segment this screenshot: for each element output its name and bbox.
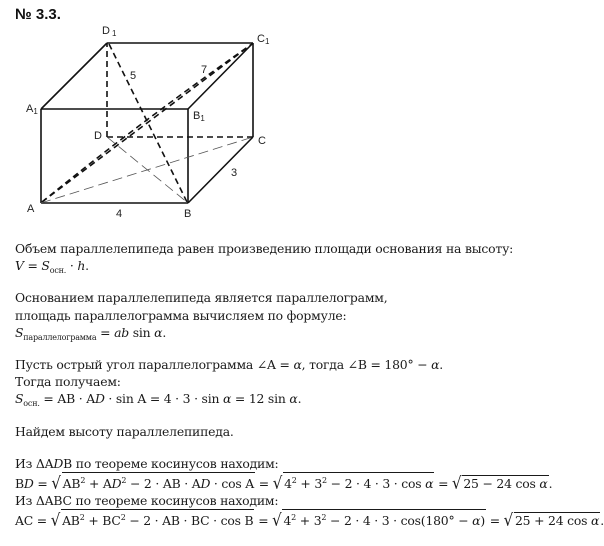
vertex-label-D1 [102,25,117,38]
formula-part: h [77,258,86,274]
radical-sign-icon: √ [272,472,283,493]
square-root [452,472,549,493]
text-part: D [53,455,64,471]
formula-part: + 3 [296,513,322,529]
radical-sign-icon: √ [51,472,61,493]
formula-part: S [15,391,24,407]
problem-number: № 3.3. [15,6,61,23]
formula-part: 25 + 24 cos [515,513,592,529]
formula-part: AB [62,475,81,491]
text-part: Пусть острый угол параллелограмма ∠A = [15,356,294,372]
formula-exponent: 2 [121,475,127,485]
edge-A1D1 [41,43,107,109]
text-part: . [439,356,444,372]
vertex-letter: D [102,25,110,37]
vertex-label-B: B [184,208,192,220]
vertex-label-A1 [26,103,38,116]
formula-part: = [255,475,273,491]
solution-text [15,240,604,531]
edge-B1C1 [188,43,253,109]
find-height-statement: Найдем высоту параллелепипеда. [15,423,234,439]
formula-part: = [254,513,273,529]
edge-label-AC1: 7 [201,64,208,76]
formula-part: · [66,258,78,274]
diagonal-BD [107,137,188,203]
vertex-label-B1 [193,110,205,123]
square-root [503,509,601,531]
formula-part: D [111,475,122,491]
formula-part: = [96,324,115,340]
formula-part: − 2 · AB · BC · cos B [125,513,254,529]
vertex-label-D: D [94,130,102,142]
formula-part: D [200,475,211,491]
text-part: B по теореме косинусов находим: [63,455,279,471]
radicand [62,472,255,491]
base-area-formula [15,390,600,407]
formula-part: = [434,475,453,491]
formula-part: . [600,513,604,529]
formula-part: D [94,391,105,407]
formula-part: α [591,513,600,529]
radicand [61,509,254,528]
formula-part: + 3 [296,475,323,491]
angle-statement [15,356,600,373]
formula-part: α [472,513,481,529]
edge-label-BC: 3 [231,167,238,179]
text-part: α [431,356,440,372]
radicand [514,512,600,528]
formula-subscript: осн. [49,266,67,276]
parallelepiped-figure [0,0,300,230]
vertex-label-C: C [258,135,266,147]
formula-part: = [33,475,52,491]
triangle-adb-statement [15,455,600,472]
formula-part: = [33,513,51,529]
formula-part: · sin A = 4 · 3 · sin [104,391,223,407]
formula-part: V [15,258,24,274]
formula-exponent: 2 [291,475,297,485]
vertex-label-C1 [257,33,270,46]
vertex-letter: A [26,103,34,115]
area-method: площадь параллелограмма вычисляем по формуле: [15,307,347,323]
edge-label-AB: 4 [116,208,123,220]
hidden-edges [42,43,253,202]
radical-sign-icon: √ [272,509,282,531]
text-part: , тогда ∠B = 180° − [301,356,432,372]
edge-label-BD1: 5 [130,70,137,82]
formula-part: ) [480,513,485,529]
formula-part: 4 [283,513,292,529]
vertex-label-A: A [27,203,35,215]
formula-part: S [15,324,24,340]
formula-part: · cos A [210,475,255,491]
ac-formula [15,509,604,531]
formula-part: sin [128,324,155,340]
formula-part: . [297,391,302,407]
formula-part: − 2 · 4 · 3 · cos [326,475,426,491]
square-root [51,509,255,529]
formula-part: α [539,475,548,491]
formula-part: − 2 · 4 · 3 · cos(180° − [326,513,473,529]
square-root [272,509,486,529]
formula-part: D [23,475,34,491]
formula-exponent: 2 [120,513,126,523]
formula-part: AC [15,513,34,529]
formula-part: S [41,258,50,274]
text-part: α [293,356,302,372]
then-we-get: Тогда получаем: [15,374,121,390]
vertex-subscript: 1 [264,37,270,46]
formula-subscript: осн. [23,399,40,409]
formula-exponent: 2 [80,475,86,485]
formula-exponent: 2 [79,513,85,523]
formula-part: + A [85,475,112,491]
radicand [462,475,548,491]
volume-formula [15,257,600,274]
formula-part: . [85,258,89,274]
base-statement: Основанием параллелепипеда является параллелограмм, [15,290,388,306]
diagonal-AC1 [42,44,252,202]
formula-part: AB [62,513,80,529]
radicand [283,472,434,491]
square-root [273,472,435,492]
vertex-letter: B [193,110,201,122]
square-root [51,472,255,492]
formula-part: α [425,475,434,491]
formula-part: . [162,324,167,340]
radicand [282,509,485,528]
formula-part: 4 [284,475,292,491]
parallelogram-area-formula [15,324,600,341]
formula-part: B [15,475,24,491]
vertex-subscript: 1 [111,29,117,38]
formula-part: 25 − 24 cos [463,475,540,491]
volume-statement: Объем параллелепипеда равен произведению площади основания на высоту: [15,241,514,256]
formula-subscript: параллелограмма [23,332,97,342]
vertex-letter: C [257,33,265,45]
formula-exponent: 2 [291,513,297,523]
formula-part: + BC [84,513,121,529]
formula-part: α [223,391,232,407]
vertex-subscript: 1 [33,107,38,116]
formula-part: = [485,513,504,529]
formula-part: α [289,391,298,407]
formula-part: ab [114,324,129,340]
radical-sign-icon: √ [503,509,513,531]
formula-part: = 12 sin [231,391,290,407]
radical-sign-icon: √ [50,509,61,531]
formula-part: = AB · A [39,391,95,407]
radical-sign-icon: √ [452,472,462,493]
formula-exponent: 2 [322,475,327,485]
formula-part: − 2 · AB · A [126,475,201,491]
formula-part: α [154,324,163,340]
vertex-subscript: 1 [200,114,205,123]
formula-exponent: 2 [321,513,327,523]
text-part: Из ΔA [15,455,54,471]
formula-part: = [23,258,42,274]
bd-formula [15,472,600,492]
formula-part: . [548,475,553,491]
triangle-abc-statement: Из ΔABC по теореме косинусов находим: [15,492,279,508]
